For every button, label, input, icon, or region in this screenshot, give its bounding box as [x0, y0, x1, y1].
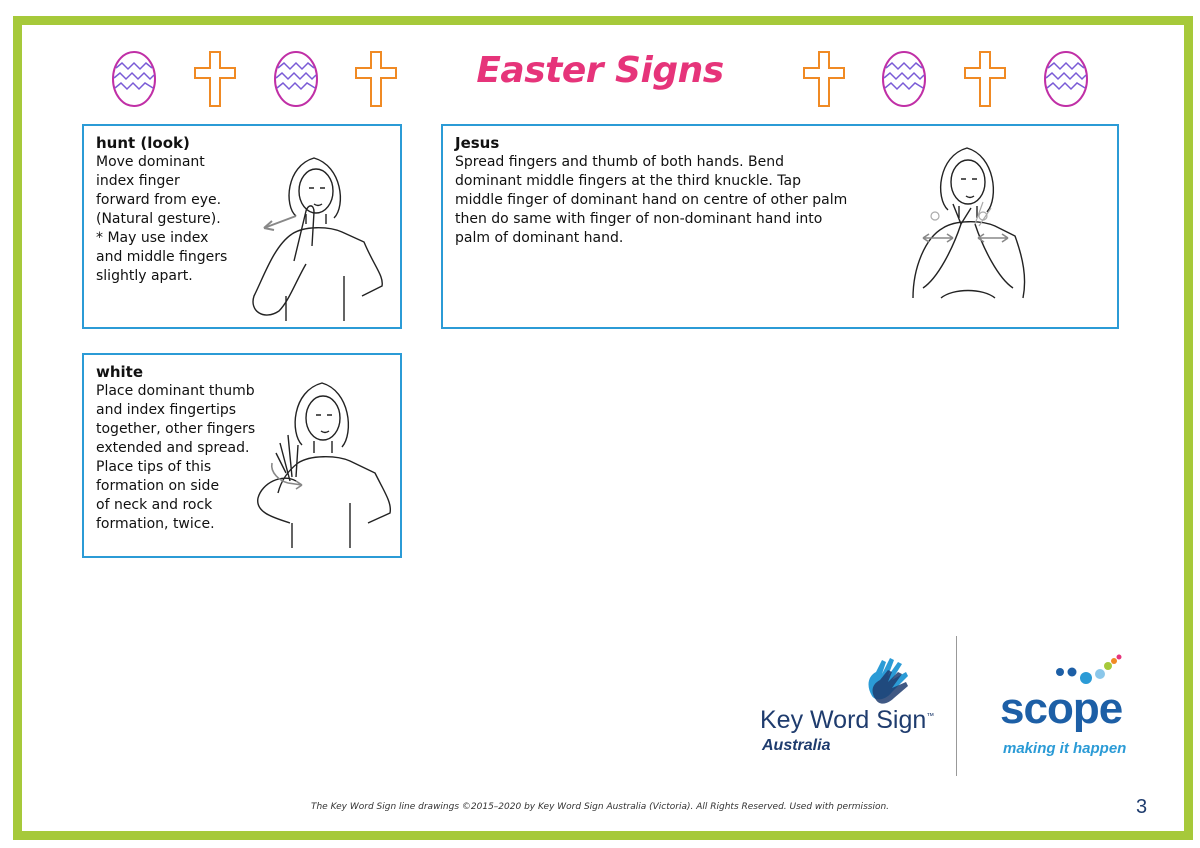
signer-illustration: [234, 146, 394, 326]
desc-line: forward from eye.: [96, 192, 222, 208]
scope-name: scope: [1000, 684, 1123, 733]
sign-word: Jesus: [455, 134, 500, 152]
page-number: 3: [1136, 796, 1148, 818]
page-title: Easter Signs: [476, 50, 724, 91]
easter-egg-icon: [110, 50, 158, 108]
desc-line: slightly apart.: [96, 268, 193, 284]
desc-line: extended and spread.: [96, 440, 250, 456]
desc-line: * May use index: [96, 230, 209, 246]
key-word-sign-region: Australia: [762, 737, 831, 754]
desc-line: formation, twice.: [96, 516, 215, 532]
desc-line: (Natural gesture).: [96, 211, 221, 227]
key-word-sign-name: [760, 706, 934, 735]
sign-word: hunt (look): [96, 134, 190, 152]
desc-line: then do same with finger of non-dominant hand into: [455, 211, 823, 227]
cross-icon: [961, 50, 1009, 108]
desc-line: middle finger of dominant hand on centre of other palm: [455, 192, 848, 208]
sign-card-jesus: [441, 124, 1119, 329]
kws-trademark: ™: [926, 711, 935, 721]
desc-line: of neck and rock: [96, 497, 213, 513]
scope-tagline: making it happen: [1003, 740, 1127, 757]
key-word-sign-hands-logo: [862, 656, 918, 704]
easter-egg-icon: [272, 50, 320, 108]
sign-word: white: [96, 363, 144, 381]
sign-card-white: [82, 353, 402, 558]
desc-line: formation on side: [96, 478, 220, 494]
desc-line: and middle fingers: [96, 249, 228, 265]
desc-line: and index fingertips: [96, 402, 237, 418]
desc-line: together, other fingers: [96, 421, 256, 437]
scope-dots-logo: [1050, 654, 1126, 686]
sign-description: [96, 382, 255, 534]
sign-card-hunt: [82, 124, 402, 329]
cross-icon: [800, 50, 848, 108]
desc-line: Place tips of this: [96, 459, 212, 475]
desc-line: dominant middle fingers at the third knuckle. Tap: [455, 173, 801, 189]
desc-line: index finger: [96, 173, 180, 189]
easter-egg-icon: [1042, 50, 1090, 108]
sign-description: [96, 153, 227, 286]
desc-line: Place dominant thumb: [96, 383, 255, 399]
sign-description: [455, 153, 847, 248]
desc-line: Move dominant: [96, 154, 205, 170]
cross-icon: [352, 50, 400, 108]
logo-divider: [956, 636, 957, 776]
desc-line: palm of dominant hand.: [455, 230, 624, 246]
footer-credit: The Key Word Sign line drawings ©2015–2020 by Key Word Sign Australia (Victoria). All Rights Reserved. Used with permission.: [310, 802, 890, 812]
desc-line: Spread fingers and thumb of both hands. Bend: [455, 154, 785, 170]
easter-egg-icon: [880, 50, 928, 108]
cross-icon: [191, 50, 239, 108]
kws-name: Key Word Sign: [760, 706, 927, 734]
signer-illustration: [883, 138, 1053, 323]
signer-illustration: [240, 373, 400, 553]
